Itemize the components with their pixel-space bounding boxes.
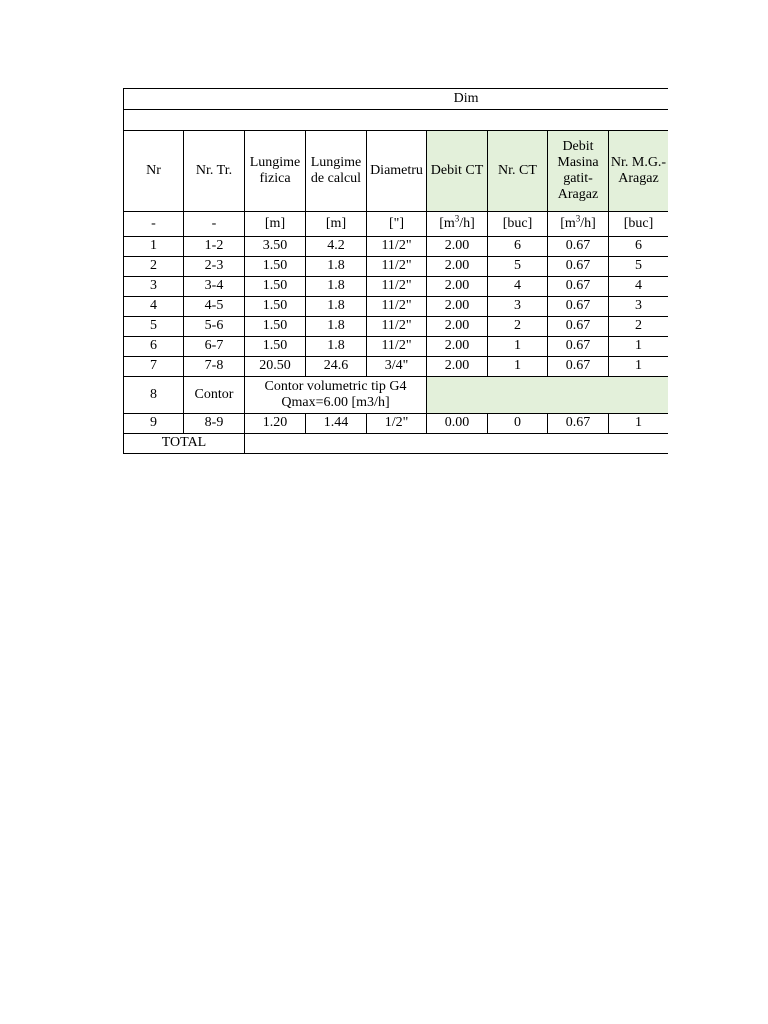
cell-nr-tr: 3-4 [184, 277, 245, 297]
cell-nr: 1 [124, 237, 184, 257]
unit-lungime-fizica: [m] [245, 212, 306, 237]
cell-nr-ct: 4 [488, 277, 548, 297]
table-row [124, 237, 669, 257]
unit-debit-mg-sup: 3 [575, 213, 581, 224]
cell-debit-mg: 0.67 [548, 297, 609, 317]
header-nr-ct: Nr. CT [488, 131, 548, 212]
cell-nr-tr: Contor [184, 377, 245, 414]
unit-debit-ct-post: /h] [459, 215, 475, 231]
cell-lungime-fizica: 20.50 [245, 357, 306, 377]
cell-nr: 3 [124, 277, 184, 297]
unit-debit-ct-sup: 3 [454, 213, 460, 224]
unit-nr-ct: [buc] [488, 212, 548, 237]
cell-diametru: 11/2" [367, 277, 427, 297]
cell-lungime-fizica: 1.50 [245, 277, 306, 297]
cell-nr: 9 [124, 414, 184, 434]
table-row [124, 317, 669, 337]
table-row [124, 297, 669, 317]
cell-debit-ct: 2.00 [427, 297, 488, 317]
contor-row [124, 377, 669, 414]
table-row [124, 357, 669, 377]
cell-nr-ct: 3 [488, 297, 548, 317]
cell-nr-mg: 6 [609, 237, 669, 257]
cell-diametru: 11/2" [367, 317, 427, 337]
cell-diametru: 3/4" [367, 357, 427, 377]
cell-diametru: 11/2" [367, 337, 427, 357]
cell-debit-mg: 0.67 [548, 337, 609, 357]
cell-debit-mg: 0.67 [548, 357, 609, 377]
header-row [124, 131, 669, 212]
unit-lungime-calcul: [m] [306, 212, 367, 237]
total-row [124, 434, 669, 454]
cell-nr-mg: 1 [609, 414, 669, 434]
cell-nr-tr: 4-5 [184, 297, 245, 317]
cell-debit-mg: 0.67 [548, 414, 609, 434]
cell-debit-mg: 0.67 [548, 257, 609, 277]
header-debit-mg: Debit Masina gatit-Aragaz [548, 131, 609, 212]
cell-lungime-fizica: 1.50 [245, 297, 306, 317]
cell-nr: 2 [124, 257, 184, 277]
cell-nr: 4 [124, 297, 184, 317]
table-title: Dim [453, 90, 479, 106]
cell-nr-tr: 7-8 [184, 357, 245, 377]
cell-nr: 7 [124, 357, 184, 377]
table-row [124, 337, 669, 357]
cell-nr-ct: 5 [488, 257, 548, 277]
cell-lungime-fizica: 1.50 [245, 317, 306, 337]
contor-line-2: Qmax=6.00 [m3/h] [281, 395, 390, 410]
unit-nr: - [124, 212, 184, 237]
cell-nr-ct: 0 [488, 414, 548, 434]
header-lungime-calcul: Lungime de calcul [306, 131, 367, 212]
cell-nr-mg: 1 [609, 337, 669, 357]
cell-nr: 8 [124, 377, 184, 414]
table-row [124, 277, 669, 297]
cell-debit-ct: 0.00 [427, 414, 488, 434]
cell-diametru: 11/2" [367, 237, 427, 257]
cell-debit-ct: 2.00 [427, 357, 488, 377]
cell-nr-mg: 2 [609, 317, 669, 337]
cell-nr-mg: 1 [609, 357, 669, 377]
cell-debit-ct: 2.00 [427, 317, 488, 337]
cell-nr-ct: 2 [488, 317, 548, 337]
header-diametru: Diametru [367, 131, 427, 212]
table-row [124, 257, 669, 277]
cell-nr: 6 [124, 337, 184, 357]
cell-diametru: 11/2" [367, 257, 427, 277]
header-nr-tr: Nr. Tr. [184, 131, 245, 212]
cell-nr-mg: 4 [609, 277, 669, 297]
cell-diametru: 1/2" [367, 414, 427, 434]
cell-lungime-calcul: 1.8 [306, 257, 367, 277]
cell-debit-ct: 2.00 [427, 237, 488, 257]
unit-nr-tr: - [184, 212, 245, 237]
cell-lungime-fizica: 1.20 [245, 414, 306, 434]
cell-lungime-calcul: 1.8 [306, 337, 367, 357]
unit-debit-ct [427, 212, 488, 237]
cell-debit-mg: 0.67 [548, 317, 609, 337]
unit-nr-mg: [buc] [609, 212, 669, 237]
cell-nr-mg: 5 [609, 257, 669, 277]
cell-nr-ct: 6 [488, 237, 548, 257]
cell-lungime-fizica: 1.50 [245, 257, 306, 277]
cell-debit-mg: 0.67 [548, 237, 609, 257]
unit-diametru: ["] [367, 212, 427, 237]
cell-nr-mg: 3 [609, 297, 669, 317]
total-value-cell [245, 434, 669, 454]
header-debit-ct: Debit CT [427, 131, 488, 212]
units-row [124, 212, 669, 237]
cell-debit-mg: 0.67 [548, 277, 609, 297]
cell-nr-tr: 6-7 [184, 337, 245, 357]
cell-diametru: 11/2" [367, 297, 427, 317]
cell-nr-ct: 1 [488, 357, 548, 377]
unit-debit-ct-pre: [m [439, 215, 455, 231]
cell-nr-ct: 1 [488, 337, 548, 357]
unit-debit-mg-post: /h] [580, 215, 596, 231]
cell-lungime-calcul: 4.2 [306, 237, 367, 257]
blank-row [124, 110, 669, 131]
cell-lungime-calcul: 24.6 [306, 357, 367, 377]
cell-lungime-calcul: 1.8 [306, 317, 367, 337]
cell-lungime-calcul: 1.44 [306, 414, 367, 434]
cell-debit-ct: 2.00 [427, 337, 488, 357]
gas-sizing-table [123, 88, 668, 454]
cell-lungime-calcul: 1.8 [306, 277, 367, 297]
cell-nr-tr: 2-3 [184, 257, 245, 277]
cell-lungime-calcul: 1.8 [306, 297, 367, 317]
cell-lungime-fizica: 1.50 [245, 337, 306, 357]
cell-debit-ct: 2.00 [427, 277, 488, 297]
cell-nr-tr: 1-2 [184, 237, 245, 257]
title-row [124, 89, 669, 110]
header-nr: Nr [124, 131, 184, 212]
cell-nr: 5 [124, 317, 184, 337]
table-row [124, 414, 669, 434]
contor-line-1: Contor volumetric tip G4 [264, 378, 407, 394]
unit-debit-mg [548, 212, 609, 237]
cell-debit-ct: 2.00 [427, 257, 488, 277]
header-nr-mg: Nr. M.G.-Aragaz [609, 131, 669, 212]
cell-lungime-fizica: 3.50 [245, 237, 306, 257]
cell-nr-tr: 8-9 [184, 414, 245, 434]
spreadsheet-viewport [123, 88, 668, 455]
table-title-cell [124, 89, 669, 110]
contor-description [245, 377, 427, 414]
unit-debit-mg-pre: [m [560, 215, 576, 231]
total-label: TOTAL [124, 434, 245, 454]
blank-cell [124, 110, 669, 131]
contor-shaded-cell [427, 377, 669, 414]
cell-nr-tr: 5-6 [184, 317, 245, 337]
header-lungime-fizica: Lungime fizica [245, 131, 306, 212]
